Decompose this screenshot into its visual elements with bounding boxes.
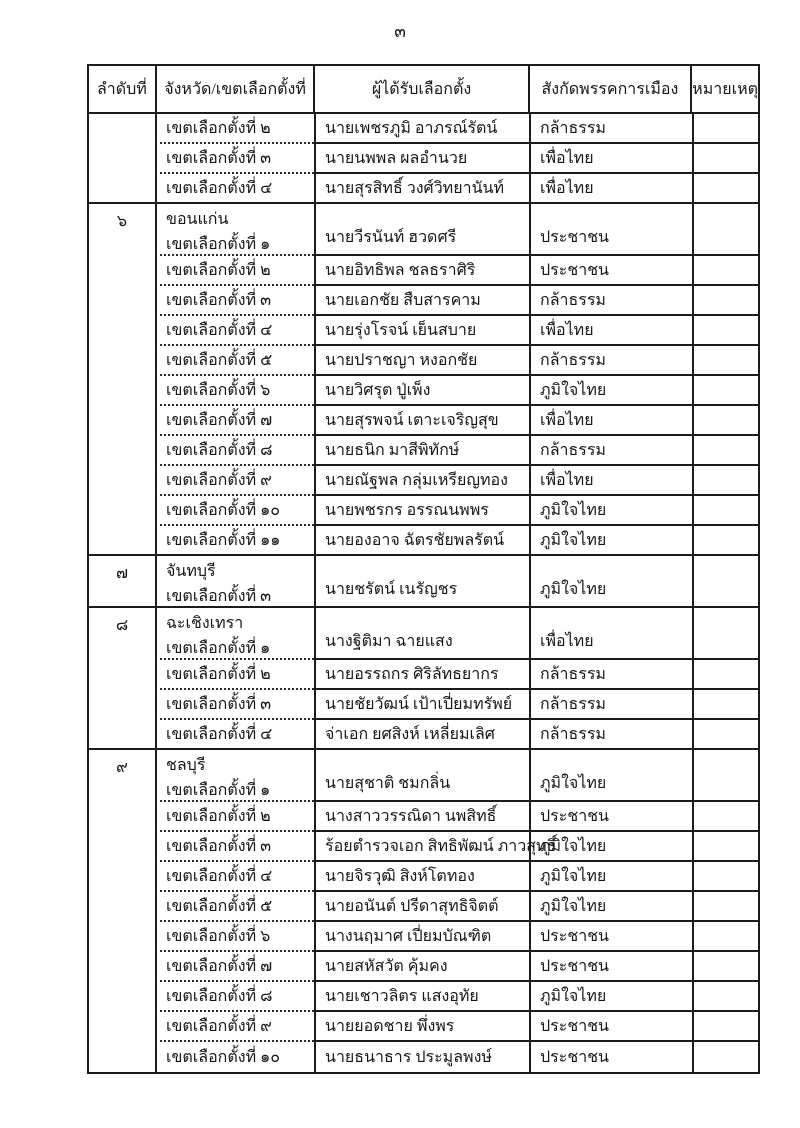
person-name: นายวีรนันท์ ฮวดศรี: [325, 229, 457, 246]
person-name: นายองอาจ ฉัตรชัยพลรัตน์: [325, 531, 505, 549]
cell-note: [692, 286, 758, 316]
cell-person: [314, 144, 529, 174]
party-name: เพื่อไทย: [540, 633, 594, 650]
column-header-party: สังกัดพรรคการเมือง: [528, 66, 691, 114]
cell-party: [529, 346, 692, 376]
cell-district: [155, 862, 314, 892]
district-label: เขตเลือกตั้งที่ ๙: [166, 471, 272, 489]
cell-district: [155, 922, 314, 952]
cell-district: [155, 174, 314, 204]
cell-person: [314, 720, 529, 750]
cell-person: [314, 556, 529, 608]
cell-note: [692, 660, 758, 690]
province-label: ขอนแก่น: [166, 211, 229, 228]
cell-party: [529, 466, 692, 496]
person-name: ร้อยตำรวจเอก สิทธิพัฒน์ ภาวสุทธิ์: [325, 837, 557, 855]
person-name: นายอรรถกร ศิริลัทธยากร: [325, 665, 499, 683]
party-name: กล้าธรรม: [540, 291, 606, 309]
table-row: [89, 690, 758, 720]
district-label: เขตเลือกตั้งที่ ๔: [166, 179, 273, 197]
cell-party: [529, 802, 692, 832]
cell-party: [529, 832, 692, 862]
cell-note: [692, 832, 758, 862]
district-label: เขตเลือกตั้งที่ ๒: [166, 261, 271, 279]
cell-note: [692, 526, 758, 556]
cell-order: [89, 436, 155, 466]
district-label: เขตเลือกตั้งที่ ๕: [166, 351, 273, 369]
cell-person: [314, 316, 529, 346]
district-label: เขตเลือกตั้งที่ ๑๐: [166, 1048, 281, 1066]
district-label: เขตเลือกตั้งที่ ๒: [166, 119, 271, 137]
cell-note: [692, 406, 758, 436]
province-label: ฉะเชิงเทรา: [166, 615, 244, 632]
cell-party: [529, 436, 692, 466]
cell-party: [529, 144, 692, 174]
district-label: เขตเลือกตั้งที่ ๑: [166, 236, 271, 253]
cell-party: [529, 256, 692, 286]
table-row: [89, 832, 758, 862]
cell-order: [89, 256, 155, 286]
district-label: เขตเลือกตั้งที่ ๕: [166, 897, 273, 915]
cell-order: [89, 892, 155, 922]
cell-note: [692, 802, 758, 832]
page-number: ๓: [394, 22, 406, 41]
party-name: เพื่อไทย: [540, 321, 594, 339]
district-label: เขตเลือกตั้งที่ ๔: [166, 867, 273, 885]
cell-person: [314, 346, 529, 376]
cell-party: [529, 750, 692, 802]
person-name: นายนพพล ผลอำนวย: [325, 149, 468, 167]
district-label: เขตเลือกตั้งที่ ๔: [166, 725, 273, 743]
party-name: ประชาชน: [540, 927, 609, 945]
cell-party: [529, 892, 692, 922]
district-label: เขตเลือกตั้งที่ ๒: [166, 807, 271, 825]
party-name: กล้าธรรม: [540, 351, 606, 369]
party-name: ภูมิใจไทย: [540, 581, 607, 598]
cell-order: [89, 690, 155, 720]
cell-note: [692, 436, 758, 466]
cell-party: [529, 526, 692, 556]
cell-district: [155, 556, 314, 608]
column-header-elected-person: ผู้ได้รับเลือกตั้ง: [313, 66, 527, 114]
table-row: [89, 556, 758, 608]
table-row: [89, 144, 758, 174]
cell-party: [529, 496, 692, 526]
party-name: ประชาชน: [540, 1048, 609, 1066]
party-name: เพื่อไทย: [540, 179, 594, 197]
cell-person: [314, 1012, 529, 1042]
order-number: ๖: [116, 213, 128, 230]
table-row: [89, 982, 758, 1012]
party-name: ภูมิใจไทย: [540, 897, 607, 915]
district-label: เขตเลือกตั้งที่ ๙: [166, 1017, 272, 1035]
cell-person: [314, 952, 529, 982]
person-name: นายสหัสวัต คุ้มคง: [325, 957, 448, 975]
cell-district: [155, 802, 314, 832]
cell-party: [529, 204, 692, 256]
table-row: [89, 1042, 758, 1072]
table-row: [89, 608, 758, 660]
table-row: [89, 436, 758, 466]
header-row: [89, 66, 758, 114]
cell-order: [89, 286, 155, 316]
cell-order: [89, 922, 155, 952]
cell-person: [314, 982, 529, 1012]
party-name: ประชาชน: [540, 1017, 609, 1035]
cell-order: [89, 802, 155, 832]
table-row: [89, 526, 758, 556]
table-row: [89, 862, 758, 892]
party-name: กล้าธรรม: [540, 725, 606, 743]
district-label: เขตเลือกตั้งที่ ๗: [166, 957, 273, 975]
district-label: เขตเลือกตั้งที่ ๓: [166, 837, 272, 855]
cell-order: [89, 720, 155, 750]
cell-note: [692, 1042, 758, 1072]
district-label: เขตเลือกตั้งที่ ๑: [166, 782, 271, 799]
district-label: เขตเลือกตั้งที่ ๒: [166, 665, 271, 683]
cell-district: [155, 750, 314, 802]
cell-note: [692, 1012, 758, 1042]
cell-order: [89, 1042, 155, 1072]
order-number: ๙: [116, 759, 128, 776]
cell-note: [692, 466, 758, 496]
party-name: เพื่อไทย: [540, 471, 594, 489]
district-label: เขตเลือกตั้งที่ ๘: [166, 987, 273, 1005]
cell-order: [89, 862, 155, 892]
cell-party: [529, 174, 692, 204]
person-name: นายธนาธาร ประมูลพงษ์: [325, 1048, 492, 1066]
cell-note: [692, 690, 758, 720]
person-name: นายอนันต์ ปรีดาสุทธิจิตต์: [325, 897, 499, 915]
order-number: ๗: [115, 565, 129, 582]
cell-person: [314, 376, 529, 406]
cell-district: [155, 526, 314, 556]
district-label: เขตเลือกตั้งที่ ๓: [166, 291, 272, 309]
cell-party: [529, 862, 692, 892]
person-name: นายวิศรุต ปู่เพ็ง: [325, 381, 431, 399]
cell-order: [89, 832, 155, 862]
cell-district: [155, 660, 314, 690]
district-label: เขตเลือกตั้งที่ ๓: [166, 695, 272, 713]
cell-district: [155, 832, 314, 862]
cell-party: [529, 922, 692, 952]
cell-note: [692, 862, 758, 892]
party-name: ประชาชน: [540, 957, 609, 975]
cell-district: [155, 204, 314, 256]
cell-district: [155, 436, 314, 466]
cell-district: [155, 608, 314, 660]
person-name: นายสุชาติ ชมกลิ่น: [325, 775, 451, 792]
cell-note: [692, 608, 758, 660]
cell-person: [314, 496, 529, 526]
person-name: นายพชรกร อรรณนพพร: [325, 501, 489, 519]
cell-district: [155, 114, 314, 144]
person-name: นายเพชรภูมิ อาภรณ์รัตน์: [325, 119, 498, 137]
cell-person: [314, 922, 529, 952]
cell-party: [529, 286, 692, 316]
cell-note: [692, 316, 758, 346]
person-name: นายชรัตน์ เนรัญชร: [325, 581, 458, 598]
person-name: นายธนิก มาสีพิทักษ์: [325, 441, 460, 459]
cell-party: [529, 720, 692, 750]
person-name: นายยอดชาย พึ่งพร: [325, 1017, 455, 1035]
cell-district: [155, 982, 314, 1012]
cell-person: [314, 204, 529, 256]
table-row: [89, 286, 758, 316]
cell-note: [692, 750, 758, 802]
person-name: จ่าเอก ยศสิงห์ เหลี่ยมเลิศ: [325, 725, 495, 743]
cell-order: [89, 1012, 155, 1042]
district-label: เขตเลือกตั้งที่ ๖: [166, 381, 271, 399]
person-name: นายณัฐพล กลุ่มเหรียญทอง: [325, 471, 508, 489]
table-row: [89, 316, 758, 346]
district-label: เขตเลือกตั้งที่ ๑๐: [166, 501, 281, 519]
table-row: [89, 802, 758, 832]
cell-note: [692, 952, 758, 982]
cell-note: [692, 114, 758, 144]
cell-note: [692, 496, 758, 526]
cell-person: [314, 466, 529, 496]
table-row: [89, 204, 758, 256]
cell-order: [89, 608, 155, 660]
cell-note: [692, 144, 758, 174]
cell-note: [692, 720, 758, 750]
cell-person: [314, 256, 529, 286]
district-label: เขตเลือกตั้งที่ ๖: [166, 927, 271, 945]
party-name: ภูมิใจไทย: [540, 987, 607, 1005]
cell-order: [89, 406, 155, 436]
cell-note: [692, 892, 758, 922]
cell-district: [155, 376, 314, 406]
table-row: [89, 114, 758, 144]
cell-order: [89, 526, 155, 556]
cell-party: [529, 660, 692, 690]
cell-order: [89, 466, 155, 496]
table-row: [89, 346, 758, 376]
district-label: เขตเลือกตั้งที่ ๑๑: [166, 531, 281, 549]
person-name: นายปราชญา หงอกชัย: [325, 351, 478, 369]
district-label: เขตเลือกตั้งที่ ๓: [166, 588, 272, 605]
table-row: [89, 174, 758, 204]
party-name: กล้าธรรม: [540, 119, 606, 137]
table-body: [89, 114, 758, 1072]
cell-note: [692, 922, 758, 952]
cell-party: [529, 1012, 692, 1042]
table-row: [89, 496, 758, 526]
party-name: เพื่อไทย: [540, 411, 594, 429]
order-number: ๘: [115, 617, 129, 634]
cell-district: [155, 256, 314, 286]
column-header-note: หมายเหตุ: [690, 66, 758, 114]
cell-person: [314, 832, 557, 862]
table-row: [89, 1012, 758, 1042]
table-row: [89, 256, 758, 286]
cell-person: [314, 114, 529, 144]
party-name: ประชาชน: [540, 229, 609, 246]
cell-party: [529, 114, 692, 144]
cell-note: [692, 346, 758, 376]
cell-order: [89, 952, 155, 982]
table-row: [89, 466, 758, 496]
cell-party: [529, 406, 692, 436]
cell-order: [89, 376, 155, 406]
party-name: ภูมิใจไทย: [540, 501, 607, 519]
party-name: กล้าธรรม: [540, 665, 606, 683]
cell-person: [314, 862, 529, 892]
cell-person: [314, 690, 529, 720]
cell-district: [155, 286, 314, 316]
cell-district: [155, 144, 314, 174]
cell-order: [89, 982, 155, 1012]
cell-party: [529, 316, 692, 346]
cell-note: [692, 174, 758, 204]
cell-order: [89, 144, 155, 174]
cell-order: [89, 496, 155, 526]
party-name: ภูมิใจไทย: [540, 837, 607, 855]
cell-district: [155, 1012, 314, 1042]
cell-order: [89, 114, 155, 144]
column-header-province-district: จังหวัด/เขตเลือกตั้งที่: [155, 66, 314, 114]
cell-person: [314, 892, 529, 922]
district-label: เขตเลือกตั้งที่ ๓: [166, 149, 272, 167]
cell-person: [314, 286, 529, 316]
cell-person: [314, 436, 529, 466]
cell-person: [314, 174, 529, 204]
cell-note: [692, 204, 758, 256]
cell-person: [314, 526, 529, 556]
cell-person: [314, 750, 529, 802]
district-label: เขตเลือกตั้งที่ ๘: [166, 441, 273, 459]
cell-party: [529, 690, 692, 720]
cell-district: [155, 690, 314, 720]
cell-party: [529, 952, 692, 982]
party-name: กล้าธรรม: [540, 441, 606, 459]
person-name: นายชัยวัฒน์ เป้าเปี่ยมทรัพย์: [325, 695, 513, 713]
cell-person: [314, 1042, 529, 1072]
column-header-order: ลำดับที่: [89, 66, 155, 114]
person-name: นางสาววรรณิดา นพสิทธิ์: [325, 807, 497, 825]
cell-district: [155, 346, 314, 376]
cell-person: [314, 608, 529, 660]
table-row: [89, 892, 758, 922]
party-name: ประชาชน: [540, 261, 609, 279]
person-name: นายจิรวุฒิ สิงห์โตทอง: [325, 867, 475, 885]
cell-party: [529, 376, 692, 406]
election-results-table: [87, 64, 760, 1074]
table-row: [89, 660, 758, 690]
party-name: กล้าธรรม: [540, 695, 606, 713]
cell-person: [314, 802, 529, 832]
cell-note: [692, 982, 758, 1012]
party-name: ประชาชน: [540, 807, 609, 825]
cell-note: [692, 376, 758, 406]
cell-party: [529, 608, 692, 660]
cell-order: [89, 346, 155, 376]
table-row: [89, 406, 758, 436]
person-name: นายสุรสิทธิ์ วงศ์วิทยานันท์: [325, 179, 504, 197]
cell-district: [155, 466, 314, 496]
cell-district: [155, 316, 314, 346]
party-name: ภูมิใจไทย: [540, 775, 607, 792]
cell-party: [529, 1042, 692, 1072]
province-label: ชลบุรี: [166, 757, 206, 774]
person-name: นายเชาวลิตร แสงอุทัย: [325, 987, 479, 1005]
cell-order: [89, 556, 155, 608]
district-label: เขตเลือกตั้งที่ ๑: [166, 640, 271, 657]
district-label: เขตเลือกตั้งที่ ๗: [166, 411, 273, 429]
cell-order: [89, 174, 155, 204]
party-name: ภูมิใจไทย: [540, 381, 607, 399]
cell-order: [89, 204, 155, 256]
province-label: จันทบุรี: [166, 563, 216, 580]
cell-party: [529, 556, 692, 608]
cell-district: [155, 892, 314, 922]
person-name: นายสุรพจน์ เตาะเจริญสุข: [325, 411, 499, 429]
person-name: นางนฤมาศ เปี่ยมบัณฑิต: [325, 927, 492, 945]
cell-order: [89, 660, 155, 690]
cell-district: [155, 952, 314, 982]
person-name: นางฐิติมา ฉายแสง: [325, 633, 453, 650]
cell-district: [155, 406, 314, 436]
table-row: [89, 750, 758, 802]
cell-district: [155, 720, 314, 750]
table-row: [89, 952, 758, 982]
cell-order: [89, 316, 155, 346]
party-name: ภูมิใจไทย: [540, 531, 607, 549]
cell-person: [314, 406, 529, 436]
party-name: เพื่อไทย: [540, 149, 594, 167]
cell-district: [155, 496, 314, 526]
table-row: [89, 720, 758, 750]
person-name: นายอิทธิพล ชลธราศิริ: [325, 261, 476, 279]
cell-order: [89, 750, 155, 802]
party-name: ภูมิใจไทย: [540, 867, 607, 885]
cell-note: [692, 256, 758, 286]
cell-district: [155, 1042, 314, 1072]
district-label: เขตเลือกตั้งที่ ๔: [166, 321, 273, 339]
table-row: [89, 376, 758, 406]
cell-person: [314, 660, 529, 690]
person-name: นายรุ่งโรจน์ เย็นสบาย: [325, 321, 477, 339]
table-row: [89, 922, 758, 952]
cell-note: [692, 556, 758, 608]
person-name: นายเอกชัย สืบสารคาม: [325, 291, 481, 309]
cell-party: [529, 982, 692, 1012]
